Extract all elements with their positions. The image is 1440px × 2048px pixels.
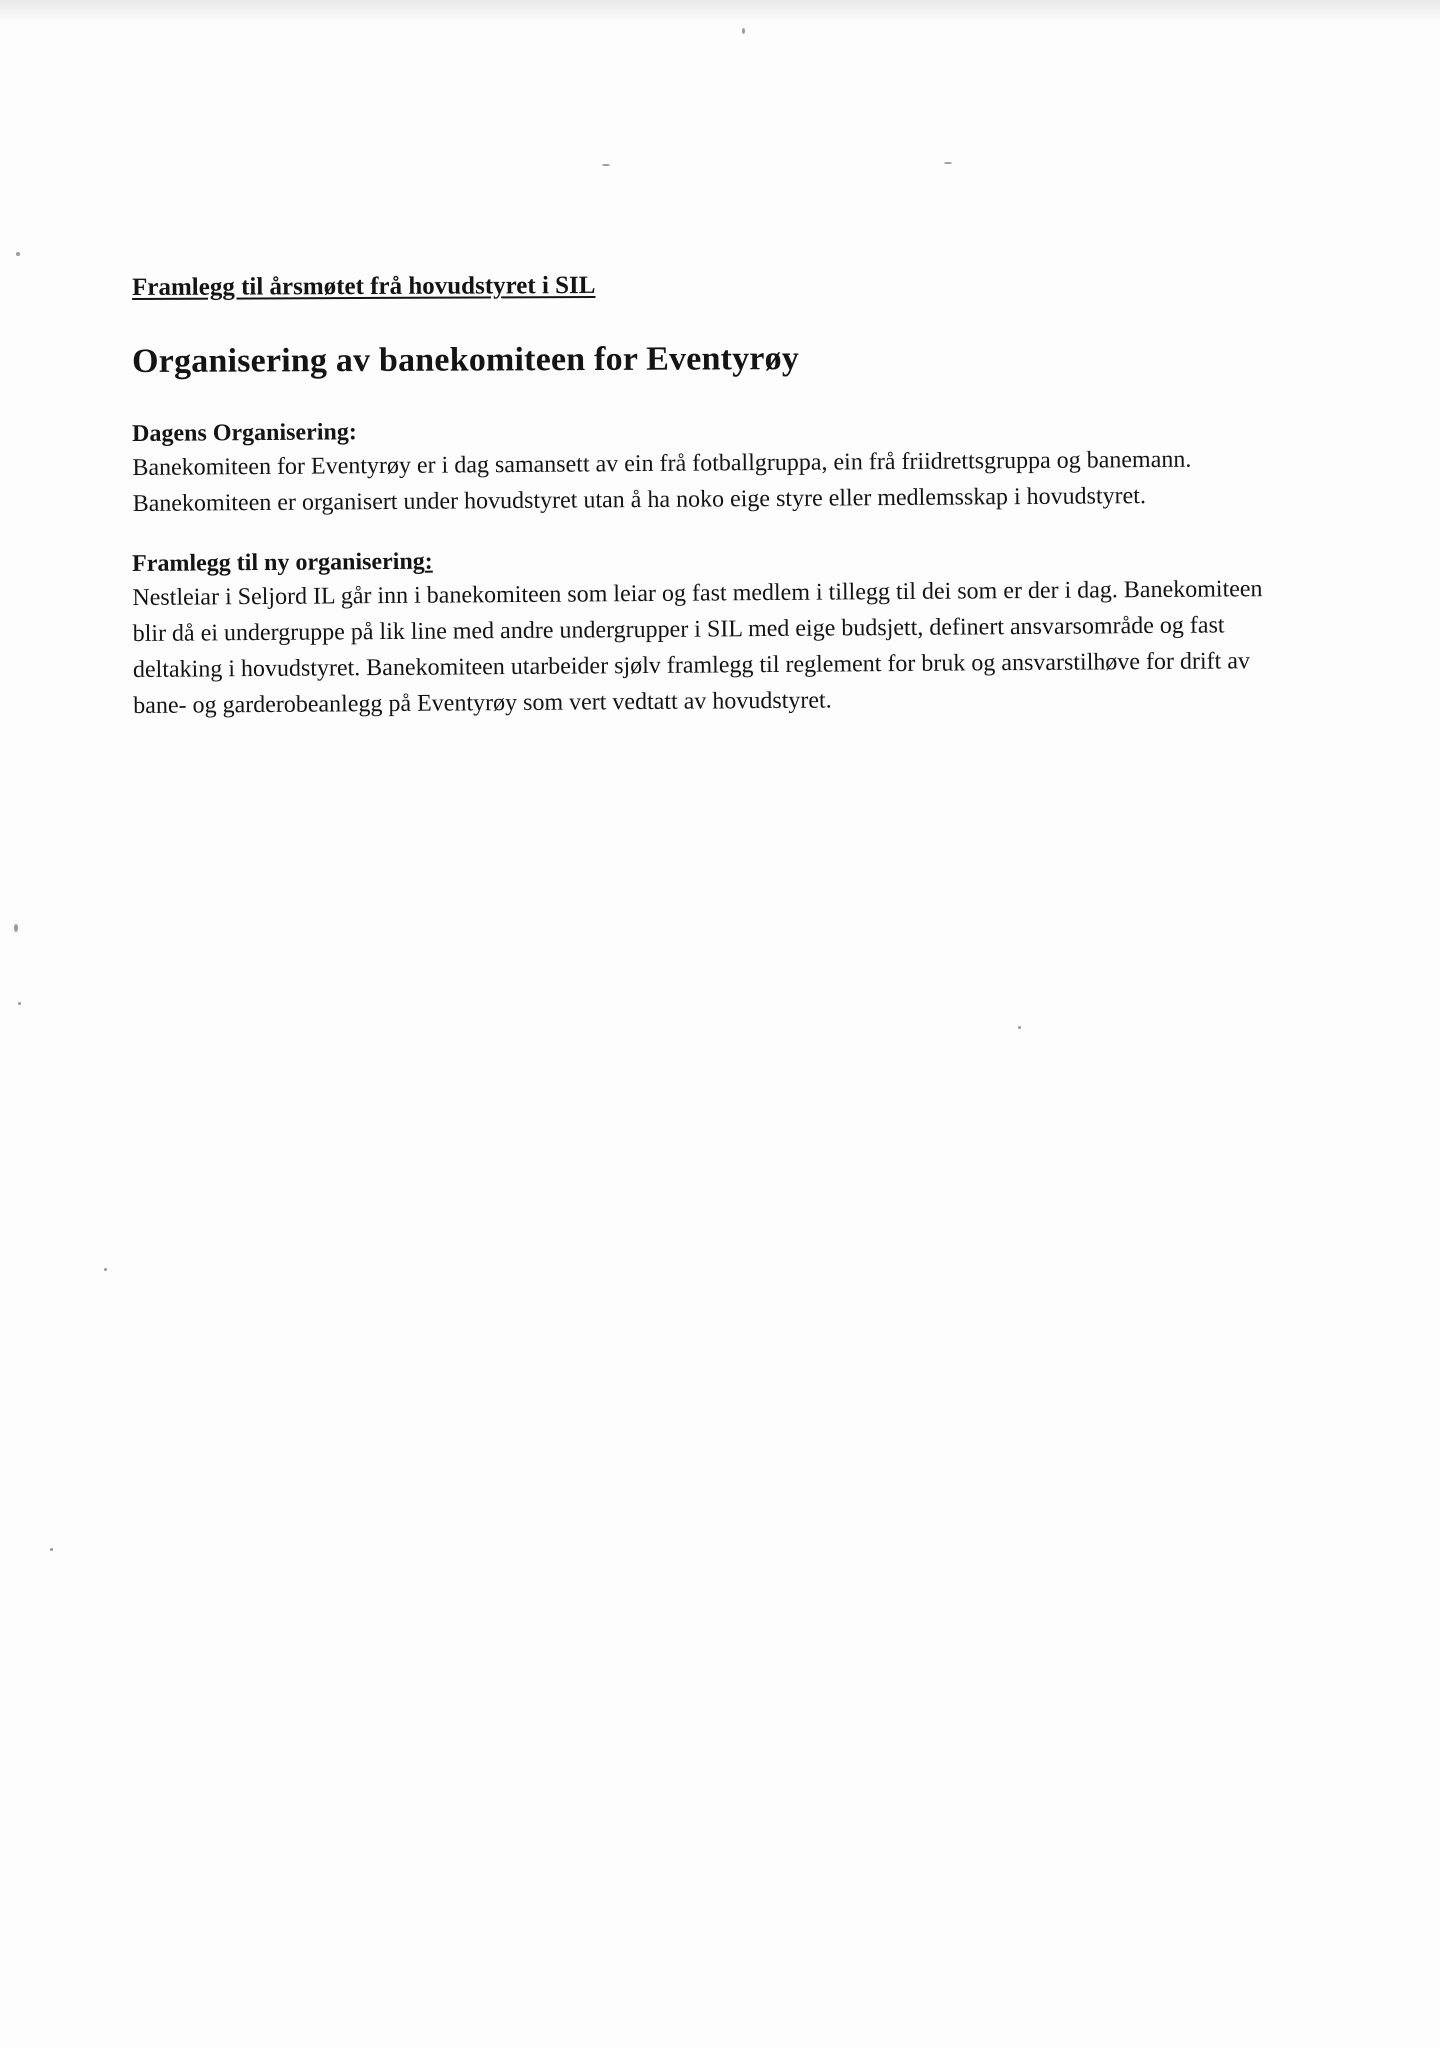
scan-speck: [944, 162, 952, 164]
scan-speck: [50, 1548, 53, 1551]
scan-speck: [14, 924, 18, 932]
scan-speck: [104, 1268, 107, 1271]
scan-speck: [18, 1002, 21, 1005]
section-heading-text: Framlegg til ny organisering: [132, 548, 425, 577]
scan-speck: [1018, 1026, 1021, 1029]
section-heading: Dagens Organisering:: [132, 419, 357, 447]
document-content: [132, 270, 1282, 724]
scan-speck: [16, 252, 20, 256]
section-body: Banekomiteen for Eventyrøy er i dag samansett av ein frå fotballgruppa, ein frå friidrettsgruppa og banemann. Banekomiteen er organisert under hovudstyret utan å ha noko eige styre eller medlemsskap i hovudstyret.: [132, 446, 1192, 517]
section-heading-colon: :: [424, 548, 433, 575]
scan-edge-shadow: [0, 0, 1440, 22]
document-pre-title: Framlegg til årsmøtet frå hovudstyret i SIL: [132, 271, 596, 301]
section-body: Nestleiar i Seljord IL går inn i banekomiteen som leiar og fast medlem i tillegg til dei som er der i dag. Banekomiteen blir då ei undergruppe på lik line med andre undergrupper i SIL med eige budsjett, definert ansvarsområde og fast deltaking i hovudstyret. Banekomiteen utarbeider sjølv framlegg til reglement for bruk og ansvarstilhøve for drift av bane- og garderobeanlegg på Eventyrøy som vert vedtatt av hovudstyret.: [132, 576, 1263, 719]
section-proposed-organisation: [132, 539, 1283, 724]
document-title: Organisering av banekomiteen for Eventyrøy: [132, 340, 800, 380]
section-current-organisation: [132, 409, 1283, 522]
scan-speck: [742, 28, 745, 34]
scan-speck: [602, 164, 610, 166]
